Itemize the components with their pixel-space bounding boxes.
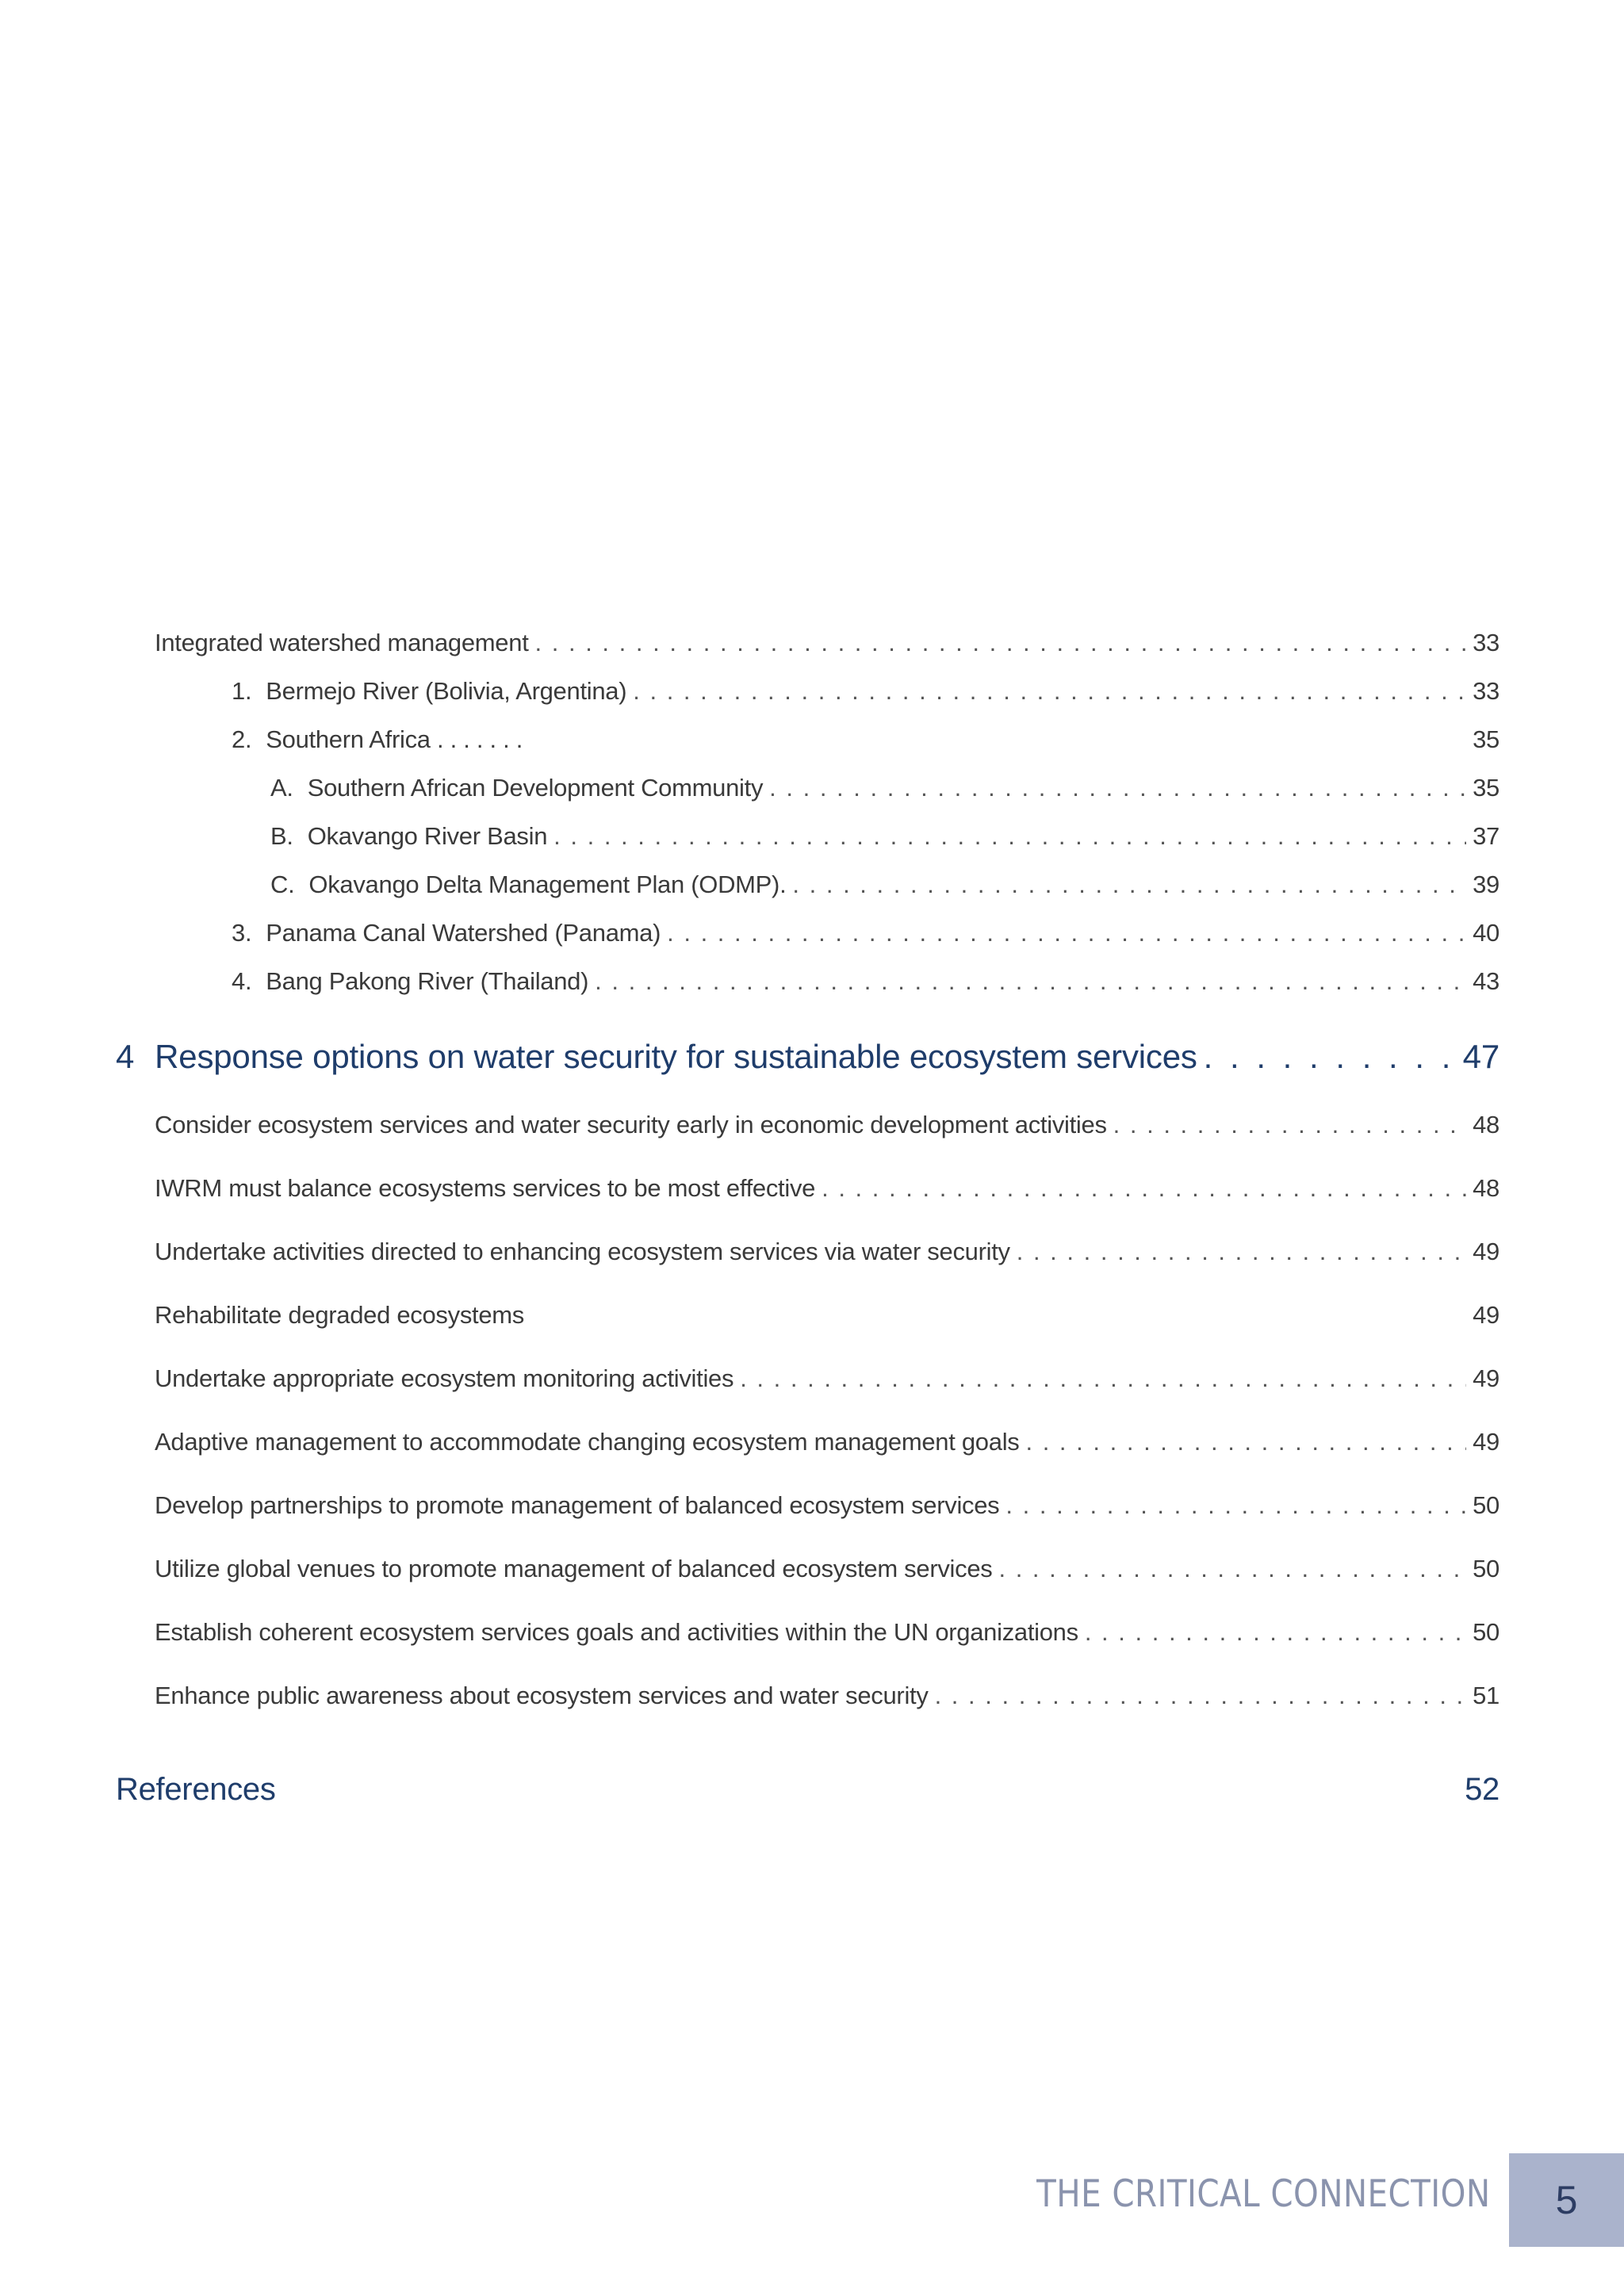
- toc-entry-title: Southern Africa . . . . . . .: [266, 725, 523, 753]
- toc-entry[interactable]: [155, 629, 1500, 657]
- toc-entry[interactable]: [155, 1682, 1500, 1710]
- references-title: References: [116, 1772, 276, 1807]
- toc-chapter-heading[interactable]: [116, 1038, 1500, 1076]
- toc-entry[interactable]: [155, 1174, 1500, 1203]
- toc-entry[interactable]: [155, 1618, 1500, 1647]
- toc-entry[interactable]: [155, 1301, 1500, 1330]
- toc-entry-title: Okavango Delta Management Plan (ODMP).: [308, 871, 787, 898]
- toc-entry-page: 49: [1473, 1301, 1500, 1329]
- toc-entry[interactable]: [232, 919, 1500, 947]
- dot-leader: [1025, 1428, 1466, 1456]
- toc-entry-page: 50: [1473, 1555, 1500, 1582]
- dot-leader: [1085, 1618, 1466, 1647]
- toc-entry-number: 3.: [232, 919, 252, 947]
- dot-leader: [1204, 1038, 1457, 1076]
- dot-leader: [535, 629, 1467, 657]
- toc-entry-title: Establish coherent ecosystem services goals and activities within the UN organizations: [155, 1618, 1078, 1646]
- dot-leader: [667, 919, 1466, 947]
- dot-leader: [633, 677, 1466, 706]
- toc-entry-title: Integrated watershed management: [155, 629, 529, 656]
- references-page: 52: [1465, 1772, 1500, 1807]
- dot-leader: [935, 1682, 1467, 1710]
- toc-entry-page: 48: [1473, 1174, 1500, 1202]
- dot-leader: [595, 967, 1466, 996]
- toc-entry-title: Adaptive management to accommodate changing ecosystem management goals: [155, 1428, 1020, 1456]
- toc-entry[interactable]: [270, 822, 1500, 851]
- toc-entry[interactable]: [232, 677, 1500, 706]
- dot-leader: [740, 1364, 1466, 1393]
- toc-entry-page: 40: [1473, 919, 1500, 947]
- toc-entry-title: Okavango River Basin: [307, 822, 548, 850]
- toc-entry[interactable]: [270, 774, 1500, 802]
- toc-entry-title: Develop partnerships to promote management of balanced ecosystem services: [155, 1491, 1000, 1519]
- toc-entry-page: 43: [1473, 967, 1500, 995]
- dot-leader: [1005, 1491, 1466, 1520]
- toc-entry-page: 49: [1473, 1428, 1500, 1456]
- toc-entry-page: 50: [1473, 1491, 1500, 1519]
- dot-leader: [1017, 1238, 1466, 1266]
- toc-entry[interactable]: [232, 967, 1500, 996]
- toc-entry-page: 35: [1473, 774, 1500, 802]
- toc-entry-page: 51: [1473, 1682, 1500, 1709]
- dot-leader: [1113, 1111, 1466, 1139]
- dot-leader: [822, 1174, 1466, 1203]
- toc-entry-page: 33: [1473, 629, 1500, 656]
- toc-entry-page: 33: [1473, 677, 1500, 705]
- toc-entry-page: 37: [1473, 822, 1500, 850]
- dot-leader: [792, 871, 1466, 899]
- toc-entry-number: C.: [270, 871, 295, 898]
- toc-entry-title: Consider ecosystem services and water security early in economic development activities: [155, 1111, 1107, 1138]
- toc-entry-title: Rehabilitate degraded ecosystems: [155, 1301, 525, 1329]
- toc-entry[interactable]: [155, 1555, 1500, 1583]
- toc-entry[interactable]: [155, 1428, 1500, 1456]
- toc-entry[interactable]: [155, 1111, 1500, 1139]
- toc-entry-page: 39: [1473, 871, 1500, 898]
- toc-references[interactable]: [116, 1772, 1500, 1808]
- chapter-number: 4: [116, 1038, 135, 1075]
- toc-entry-title: Bermejo River (Bolivia, Argentina): [266, 677, 627, 705]
- toc-entry[interactable]: [155, 1491, 1500, 1520]
- toc-entry-title: Panama Canal Watershed (Panama): [266, 919, 661, 947]
- toc-entry-title: IWRM must balance ecosystems services to be most effective: [155, 1174, 816, 1202]
- toc-entry[interactable]: [155, 1238, 1500, 1266]
- page-number: 5: [1555, 2178, 1578, 2222]
- dot-leader: [998, 1555, 1466, 1583]
- dot-leader: [553, 822, 1466, 851]
- toc-entry-number: 4.: [232, 967, 252, 995]
- toc-entry-number: B.: [270, 822, 293, 850]
- toc-entry[interactable]: [155, 1364, 1500, 1393]
- toc-entry-title: Southern African Development Community: [307, 774, 764, 802]
- chapter-title: Response options on water security for sustainable ecosystem services: [155, 1038, 1197, 1075]
- toc-entry-page: 49: [1473, 1364, 1500, 1392]
- toc-entry-page: 35: [1473, 725, 1500, 753]
- toc-entry-page: 50: [1473, 1618, 1500, 1646]
- toc-entry[interactable]: [270, 871, 1500, 899]
- toc-entry-title: Undertake appropriate ecosystem monitoring activities: [155, 1364, 734, 1392]
- toc-entry-title: Enhance public awareness about ecosystem services and water security: [155, 1682, 929, 1709]
- running-footer-title: THE CRITICAL CONNECTION: [1036, 2172, 1491, 2216]
- toc-entry-title: Bang Pakong River (Thailand): [266, 967, 589, 995]
- page-number-box: [1509, 2153, 1624, 2247]
- toc-entry-page: 48: [1473, 1111, 1500, 1138]
- toc-entry[interactable]: [232, 725, 1500, 754]
- chapter-page: 47: [1462, 1038, 1500, 1075]
- toc-entry-number: 2.: [232, 725, 252, 753]
- toc-entry-page: 49: [1473, 1238, 1500, 1265]
- toc-entry-number: A.: [270, 774, 293, 802]
- toc-entry-number: 1.: [232, 677, 252, 705]
- toc-entry-title: Undertake activities directed to enhancing ecosystem services via water security: [155, 1238, 1010, 1265]
- toc-entry-title: Utilize global venues to promote management of balanced ecosystem services: [155, 1555, 993, 1582]
- dot-leader: [769, 774, 1466, 802]
